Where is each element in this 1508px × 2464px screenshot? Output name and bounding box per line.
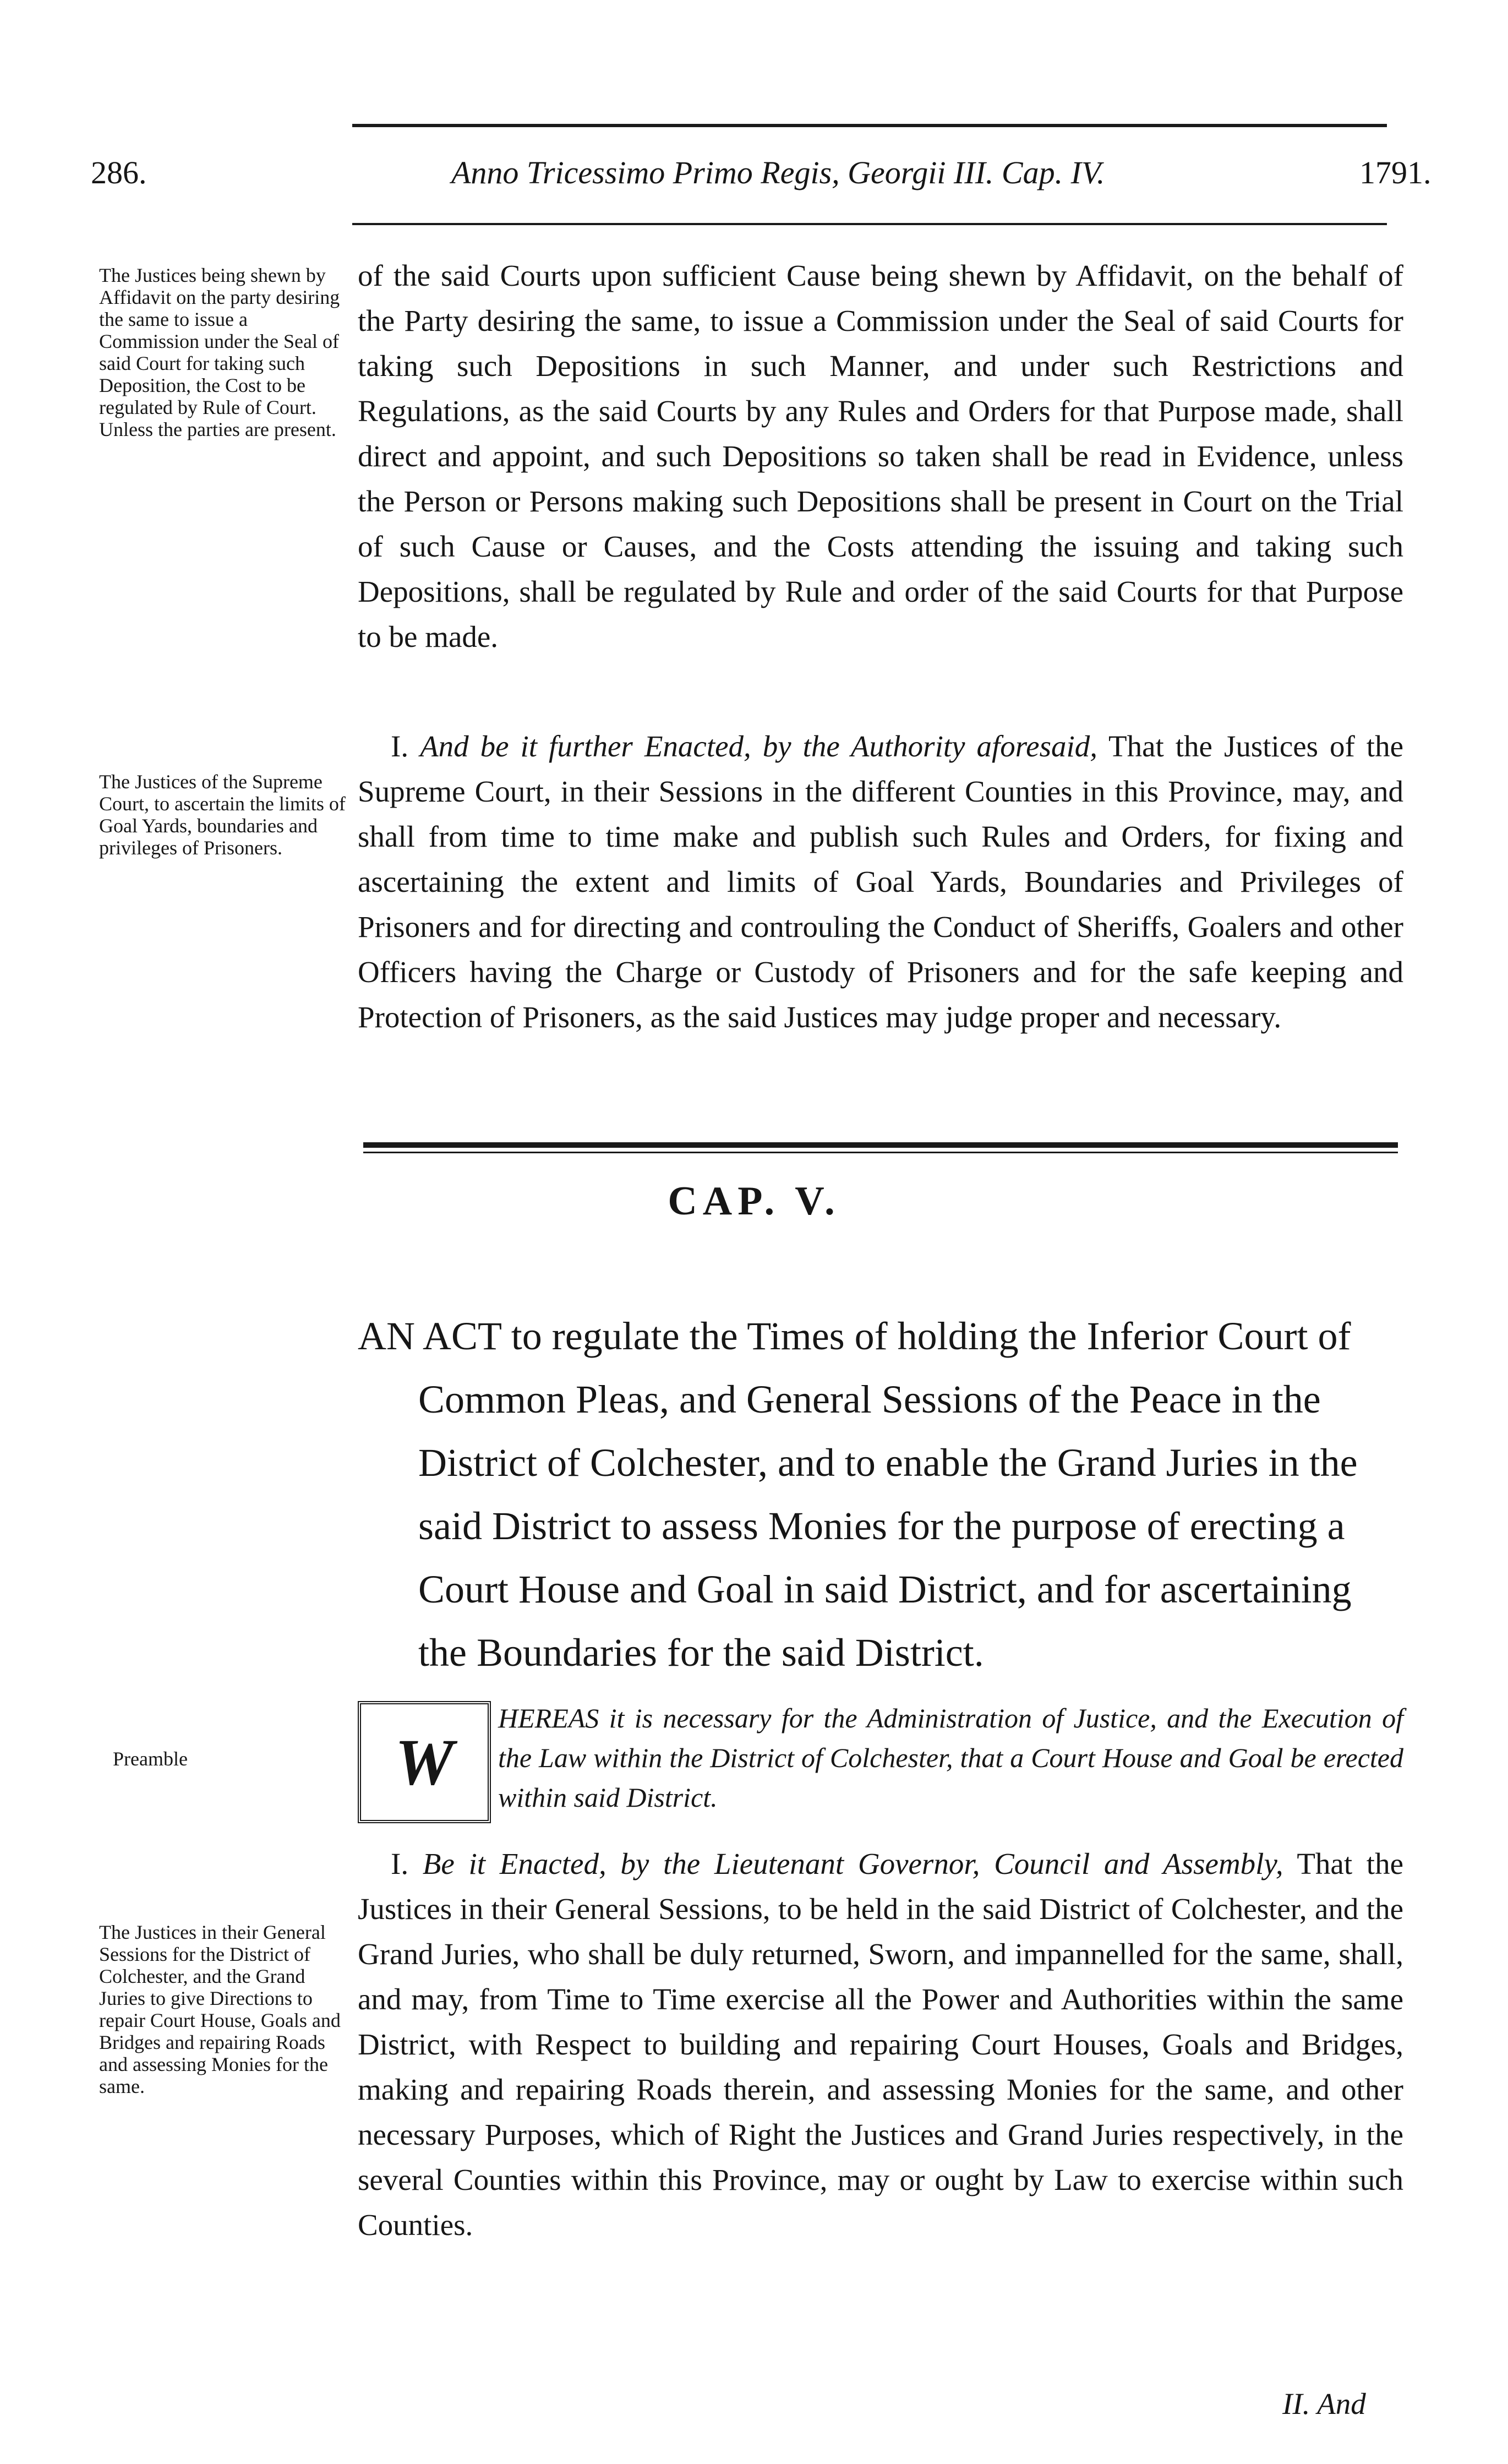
margin-note-depositions: The Justices being shewn by Affidavit on the party desiring the same to issue a Commission under the Seal of said Court for taking such Deposition, the Cost to be regulated by Rule of Court. Unless the parties are present. (99, 264, 340, 440)
margin-note-general-sessions: The Justices in their General Sessions for the District of Colchester, and the Grand Juries to give Directions to repair Court House, Goals and Bridges and repairing Roads and assessing Monies for the same. (99, 1921, 341, 2097)
dropcap-ornament: W (358, 1701, 491, 1823)
paragraph-text: That the Justices of the Supreme Court, in their Sessions in the different Counties in this Province, may, and shall from time to time make and publish such Rules and Orders, for fixing and ascertaining the extent and limits of Goal Yards, Boundaries and Privileges of Prisoners and for directing and controuling the Conduct of Sheriffs, Goalers and other Officers having the Charge or Custody of Prisoners and for the safe keeping and Protection of Prisoners, as the said Justices may judge proper and necessary. (358, 729, 1404, 1034)
section-number: I. (391, 729, 409, 763)
preamble (498, 1698, 1403, 1817)
chapter-heading: CAP. V. (668, 1179, 840, 1224)
act-title (358, 1305, 1403, 1685)
section-one (358, 1841, 1403, 2248)
chapter-rule-thick (363, 1142, 1398, 1148)
paragraph-text: of the said Courts upon sufficient Cause being shewn by Affidavit, on the behalf of the Party desiring the same, to issue a Commission under the Seal of said Courts for taking such Depositions in such Manner, and under such Restrictions and Regulations, as the said Courts by any Rules and Orders for that Purpose made, shall direct and appoint, and such Depositions so taken shall be read in Evidence, unless the Person or Persons making such Depositions shall be present in Court on the Trial of such Cause or Causes, and the Costs attending the issuing and taking such Depositions, shall be regulated by Rule and order of the said Courts for that Purpose to be made. (358, 259, 1403, 653)
paragraph-goal-yards (358, 724, 1403, 1040)
margin-note-preamble: Preamble (113, 1748, 188, 1770)
enacting-clause: Be it Enacted, by the Lieutenant Governor, Council and Assembly, (422, 1847, 1283, 1880)
act-title-text: AN ACT to regulate the Times of holding the Inferior Court of Common Pleas, and General Sessions of the Peace in the District of Colchester, and to enable the Grand Juries in the said District to assess Monies for the purpose of erecting a Court House and Goal in said District, and for ascertaining the Boundaries for the said District. (358, 1314, 1358, 1675)
page-number: 286. (91, 155, 147, 190)
paragraph-depositions (358, 253, 1403, 659)
chapter-rule-thin (363, 1152, 1398, 1153)
enacting-clause: And be it further Enacted, by the Authority aforesaid, (420, 729, 1098, 763)
margin-note-goal-yards: The Justices of the Supreme Court, to ascertain the limits of Goal Yards, boundaries and privileges of Prisoners. (99, 771, 346, 859)
catchword: II. And (1282, 2387, 1366, 2421)
running-title: Anno Tricessimo Primo Regis, Georgii III. Cap. IV. (451, 155, 1105, 190)
year: 1791. (1359, 155, 1431, 190)
top-rule (352, 124, 1387, 127)
section-number: I. (391, 1847, 409, 1880)
header-rule (352, 223, 1387, 225)
preamble-text: HEREAS it is necessary for the Administration of Justice, and the Execution of the Law within the District of Colchester, that a Court House and Goal be erected within said District. (498, 1703, 1403, 1813)
section-text: That the Justices in their General Sessions, to be held in the said District of Colchester, and the Grand Juries, who shall be duly returned, Sworn, and impannelled for the same, shall, and may, from Time to Time exercise all the Power and Authorities within the same District, with Respect to building and repairing Court Houses, Goals and Bridges, making and repairing Roads therein, and assessing Monies for the same, and other necessary Purposes, which of Right the Justices and Grand Juries respectively, in the several Counties within this Province, may or ought by Law to exercise within such Counties. (358, 1847, 1403, 2242)
